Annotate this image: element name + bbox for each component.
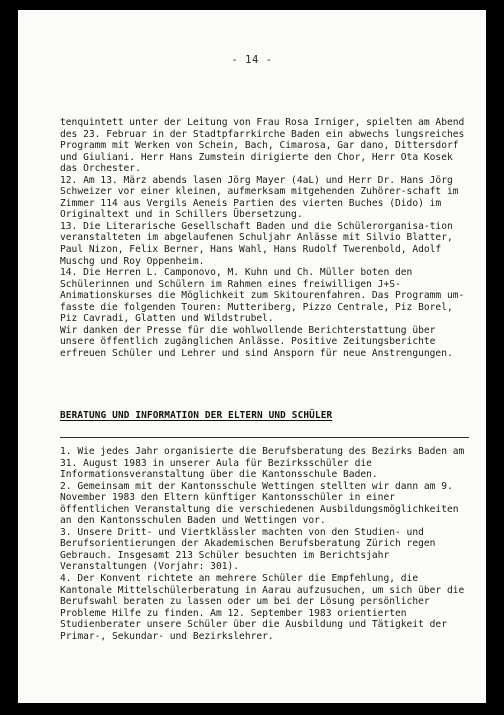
document-page (18, 10, 486, 703)
paragraph-orchestra-concert: tenquintett unter der Leitung von Frau Rosa Irniger, spielten am Abend des 23. Februar in der Stadtpfarrkirche Baden ein abwechs lungsreiches Programm mit Werken von Schein, Bach, Cimarosa, Gar dano, Dittersdorf und Giuliani. Herr Hans Zumstein dirigierte den Chor, Herr Ota Kosek das Orchester. (60, 117, 465, 175)
report-text-continued (60, 117, 470, 359)
section-heading: BERATUNG UND INFORMATION DER ELTERN UND SCHÜLER (60, 410, 333, 421)
paragraph-item-14: 14. Die Herren L. Camponovo, M. Kuhn und Ch. Müller boten den Schülerinnen und Schülern im Rahmen eines freiwilligen J+S-Animationskurses die Möglichkeit zum Skitourenfahren. Das Programm um-fasste die folgenden Touren: Mutteriberg, Pizzo Centrale, Piz Borel, Piz Cavradi, Glatten und Wildstrubel. (60, 267, 465, 325)
paragraph-item-3: 3. Unsere Dritt- und Viertklässler machten von den Studien- und Berufsorientierungen der Akademischen Berufsberatung Zürich regen Gebrauch. Insgesamt 213 Schüler besuchten im Berichtsjahr Veranstaltungen (Vorjahr: 301). (60, 526, 436, 573)
paragraph-item-12: 12. Am 13. März abends lasen Jörg Mayer (4aL) und Herr Dr. Hans Jörg Schweizer vor einer kleinen, aufmerksam mitgehenden Zuhörer-schaft im Zimmer 114 aus Vergils Aeneis Partien des vierten Buches (Dido) im Originaltext und in Schillers Übersetzung. (60, 174, 459, 221)
counseling-section-text (60, 446, 470, 642)
paragraph-item-4: 4. Der Konvent richtete an mehrere Schüler die Empfehlung, die Kantonale Mittelschülerberatung in Aarau aufzusuchen, um sich über die Berufswahl beraten zu lassen oder um bei der Lösung persönlicher Probleme Hilfe zu finden. Am 12. September 1983 orientierten Studienberater unsere Schüler über die Ausbildung und Tätigkeit der Primar-, Sekundar- und Bezirkslehrer. (60, 573, 465, 642)
paragraph-item-1: 1. Wie jedes Jahr organisierte die Berufsberatung des Bezirks Baden am 31. August 1983 in unserer Aula für Bezirksschüler die Informationsveranstaltung über die Kantonsschule Baden. (60, 446, 465, 481)
paragraph-press-thanks: Wir danken der Presse für die wohlwollende Berichterstattung über unsere öffentlich zugänglichen Anlässe. Positive Zeitungsberichte erfreuen Schüler und Lehrer und sind Ansporn für neue Anstrengungen. (60, 324, 453, 359)
page-number: - 14 - (231, 54, 273, 66)
paragraph-item-13: 13. Die Literarische Gesellschaft Baden und die Schülerorganisa-tion veranstalteten im abgelaufenen Schuljahr Anlässe mit Silvio Blatter, Paul Nizon, Felix Berner, Hans Wahl, Hans Rudolf Twerenbold, Adolf Muschg und Roy Oppenheim. (60, 220, 453, 267)
paragraph-item-2: 2. Gemeinsam mit der Kantonsschule Wettingen stellten wir dann am 9. November 1983 den Eltern künftiger Kantonsschüler in einer öffentlichen Veranstaltung die verschiedenen Ausbildungsmöglichkeiten an den Kantonsschulen Baden und Wettingen vor. (60, 480, 459, 527)
heading-divider (60, 437, 469, 438)
